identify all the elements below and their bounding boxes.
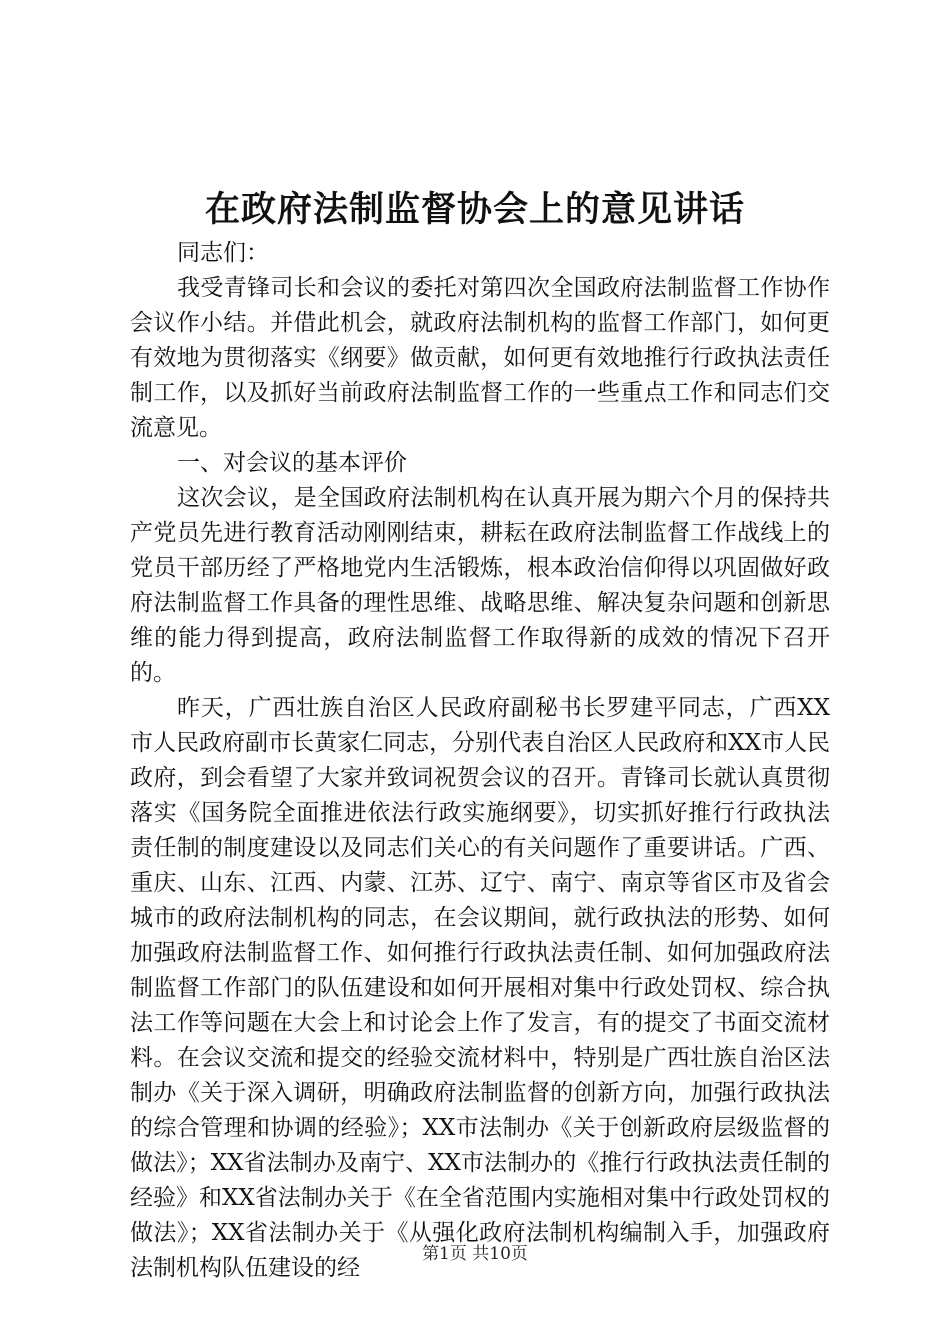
paragraph-intro: 我受青锋司长和会议的委托对第四次全国政府法制监督工作协作会议作小结。并借此机会，就政府法制机构的监督工作部门，如何更有效地为贯彻落实《纲要》做贡献，如何更有效地推行行政执法责任制工作，以及抓好当前政府法制监督工作的一些重点工作和同志们交流意见。 <box>130 275 830 441</box>
page-title: 在政府法制监督协会上的意见讲话 <box>204 189 745 230</box>
paragraph-meeting-context: 这次会议，是全国政府法制机构在认真开展为期六个月的保持共产党员先进行教育活动刚刚结束，耕耘在政府法制监督工作战线上的党员干部历经了严格地党内生活锻炼，根本政治信仰得以巩固做好政府法制监督工作具备的理性思维、战略思维、解决复杂问题和创新思维的能力得到提高，政府法制监督工作取得新的成效的情况下召开的。 <box>130 485 830 686</box>
document-body <box>130 236 830 1286</box>
page-number-footer: 第1页 共10页 <box>422 1244 528 1264</box>
salutation: 同志们： <box>177 240 269 266</box>
paragraph-meeting-details: 昨天，广西壮族自治区人民政府副秘书长罗建平同志，广西XX市人民政府副市长黄家仁同志，分别代表自治区人民政府和XX市人民政府，到会看望了大家并致词祝贺会议的召开。青锋司长就认真贯彻落实《国务院全面推进依法行政实施纲要》，切实抓好推行行政执法责任制的制度建设以及同志们关心的有关问题作了重要讲话。广西、重庆、山东、江西、内蒙、江苏、辽宁、南宁、南京等省区市及省会城市的政府法制机构的同志，在会议期间，就行政执法的形势、如何加强政府法制监督工作、如何推行行政执法责任制、如何加强政府法制监督工作部门的队伍建设和如何开展相对集中行政处罚权、综合执法工作等问题在大会上和讨论会上作了发言，有的提交了书面交流材料。在会议交流和提交的经验交流材料中，特别是广西壮族自治区法制办《关于深入调研，明确政府法制监督的创新方向，加强行政执法的综合管理和协调的经验》；XX市法制办《关于创新政府层级监督的做法》；XX省法制办及南宁、XX市法制办的《推行行政执法责任制的经验》和XX省法制办关于《在全省范围内实施相对集中行政处罚权的做法》；XX省法制办关于《从强化政府法制机构编制入手，加强政府法制机构队伍建设的经 <box>130 695 830 1281</box>
section-heading: 一、对会议的基本评价 <box>177 450 407 476</box>
